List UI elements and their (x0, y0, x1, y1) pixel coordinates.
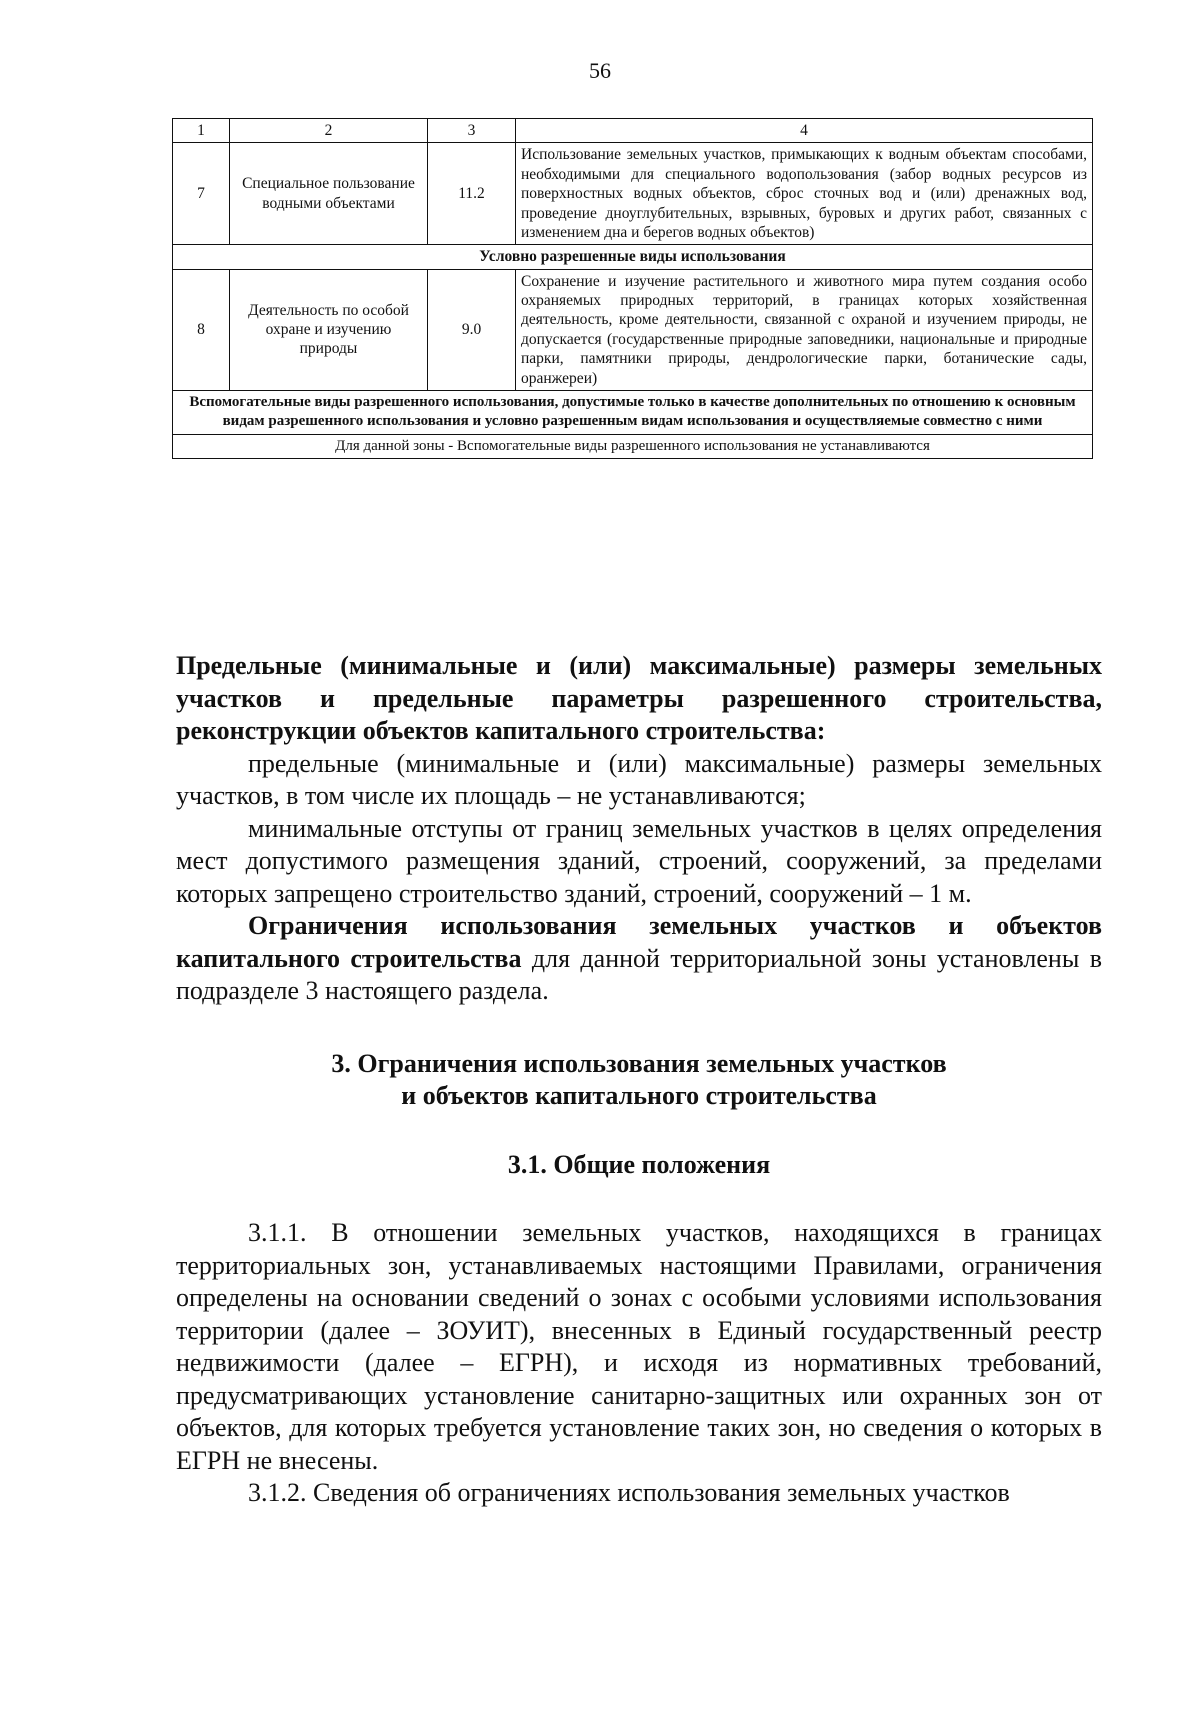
conditional-uses-heading: Условно разрешенные виды использования (173, 245, 1093, 269)
auxiliary-uses-heading: Вспомогательные виды разрешенного использования, допустимые только в качестве дополнительных по отношению к основным видам разрешенного использования и условно разрешенным видам использования и осуществляемые совместно с ними (173, 390, 1093, 434)
limits-heading: Предельные (минимальные и (или) максимальные) размеры земельных участков и предельные параметры разрешенного строительства, реконструкции объектов капитального строительства: (176, 651, 1102, 745)
use-type-description: Сохранение и изучение растительного и животного мира путем создания особо охраняемых природных территорий, в границах которых хозяйственная деятельность, кроме деятельности, связанной с охраной и изучением природы, не допускается (государственные природные заповедники, национальные и природные парки, памятники природы, дендрологические парки, ботанические сады, оранжереи) (516, 269, 1093, 390)
use-type-description: Использование земельных участков, примыкающих к водным объектам способами, необходимыми для специального водопользования (забор водных ресурсов из поверхностных водных объектов, сброс сточных вод и (или) дренажных вод, проведение дноуглубительных, взрывных, буровых и других работ, связанных с изменением дна и берегов водных объектов) (516, 143, 1093, 245)
section-row (173, 434, 1093, 458)
table-row (173, 269, 1093, 390)
table-header-cell: 4 (516, 119, 1093, 143)
section-row (173, 245, 1093, 269)
table-header-cell: 1 (173, 119, 230, 143)
use-type-name: Специальное пользование водными объектами (230, 143, 428, 245)
document-body (176, 650, 1102, 1510)
use-type-code: 11.2 (428, 143, 516, 245)
paragraph: минимальные отступы от границ земельных участков в целях определения мест допустимого размещения зданий, строений, сооружений, за пределами которых запрещено строительство зданий, строений, сооружений – 1 м. (176, 813, 1102, 908)
table-row (173, 143, 1093, 245)
section-row (173, 390, 1093, 434)
paragraph-3-1-2: 3.1.2. Сведения об ограничениях использования земельных участков (248, 1478, 1010, 1507)
use-type-code: 9.0 (428, 269, 516, 390)
section-3-title-line2: и объектов капитального строительства (401, 1081, 877, 1110)
use-type-name: Деятельность по особой охране и изучению природы (230, 269, 428, 390)
restrictions-bold-text: Ограничения использования земельных участков и объектов капитального строительства (176, 911, 1102, 973)
table-header-cell: 2 (230, 119, 428, 143)
section-3-1-title: 3.1. Общие положения (507, 1149, 771, 1179)
section-3-title-line1: 3. Ограничения использования земельных участков (331, 1048, 947, 1078)
paragraph-3-1-1: 3.1.1. В отношении земельных участков, находящихся в границах территориальных зон, устанавливаемых настоящими Правилами, ограничения определены на основании сведений о зонах с особыми условиями использования территории (далее – ЗОУИТ), внесенных в Единый государственный реестр недвижимости (далее – ЕГРН), и исходя из нормативных требований, предусматривающих установление санитарно-защитных или охранных зон от объектов, для которых требуется установление таких зон, но сведения о которых в ЕГРН не внесены. (176, 1218, 1102, 1475)
table-header-cell: 3 (428, 119, 516, 143)
restrictions-text: для данной территориальной зоны установлены в подразделе 3 настоящего раздела. (176, 943, 1102, 1005)
paragraph: предельные (минимальные и (или) максимальные) размеры земельных участков, в том числе их площадь – не устанавливаются; (176, 748, 1102, 810)
row-number: 8 (173, 269, 230, 390)
land-use-table (172, 118, 1093, 459)
restrictions-paragraph (176, 910, 1102, 1008)
row-number: 7 (173, 143, 230, 245)
auxiliary-uses-note: Для данной зоны - Вспомогательные виды разрешенного использования не устанавливаются (173, 434, 1093, 458)
page-number: 56 (589, 58, 611, 83)
table-header-row (173, 119, 1093, 143)
